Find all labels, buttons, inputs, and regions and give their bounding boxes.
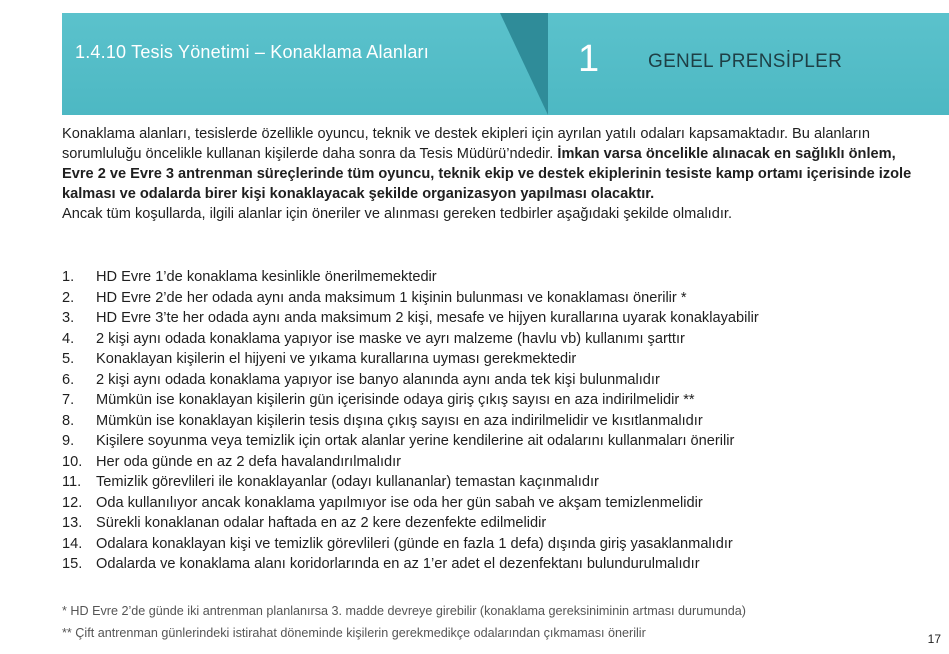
measures-list: [62, 267, 932, 575]
list-item: [62, 513, 932, 534]
intro-bold-text: İmkan varsa öncelikle alınacak en sağlıklı önlem, Evre 2 ve Evre 3 antrenman süreçlerinde tüm oyuncu, teknik ekip ve destek ekiplerinin tesiste kamp ortamı içerisinde izole kalması ve odalarda birer kişi konaklayacak şekilde organizasyon yapılması olacaktır.: [62, 146, 912, 202]
page-number: 17: [927, 632, 941, 646]
intro-paragraph: [62, 124, 922, 224]
list-item: [62, 452, 932, 473]
list-item-number: 10.: [62, 453, 83, 470]
list-item: [62, 534, 932, 555]
footnotes: [62, 600, 746, 644]
list-item-text: HD Evre 2’de her odada aynı anda maksimum 1 kişinin bulunması ve konaklaması önerilir *: [96, 289, 687, 306]
list-item-number: 5.: [62, 351, 75, 367]
footnote-2: ** Çift antrenman günlerindeki istirahat döneminde kişilerin gerekmedikçe odalarından çıkmaması önerilir: [62, 626, 646, 640]
list-item-text: HD Evre 1’de konaklama kesinlikle önerilmemektedir: [96, 269, 437, 285]
footnote-1: * HD Evre 2’de günde iki antrenman planlanırsa 3. madde devreye girebilir (konaklama gereksiniminin artması durumunda): [62, 604, 746, 618]
section-title: 1.4.10 Tesis Yönetimi – Konaklama Alanları: [75, 42, 429, 62]
chapter-number: 1: [578, 38, 600, 80]
list-item: [62, 472, 932, 493]
intro-text: Konaklama alanları, tesislerde özellikle oyuncu, teknik ve destek ekipleri için ayrılan yatılı odaları kapsamaktadır. Bu alanların sorumluluğu öncelikle kullanan kişilerde daha sonra da Tesis Müdürü’ndedir.: [62, 126, 870, 162]
list-item-number: 9.: [62, 433, 75, 449]
list-item-text: 2 kişi aynı odada konaklama yapıyor ise banyo alanında aynı anda tek kişi bulunmalıdır: [96, 371, 660, 388]
list-item-text: Oda kullanılıyor ancak konaklama yapılmıyor ise oda her gün sabah ve akşam temizlenmelidir: [96, 494, 703, 511]
list-item-number: 12.: [62, 494, 83, 511]
list-item-text: HD Evre 3’te her odada aynı anda maksimum 2 kişi, mesafe ve hijyen kurallarına uyarak konaklayabilir: [96, 310, 759, 326]
list-item-text: 2 kişi aynı odada konaklama yapıyor ise maske ve ayrı malzeme (havlu vb) kullanımı şarttır: [96, 330, 685, 347]
list-item-number: 1.: [62, 269, 75, 285]
list-item-text: Odalarda ve konaklama alanı koridorlarında en az 1’er adet el dezenfektanı bulundurulmalıdır: [96, 556, 700, 572]
list-item-number: 3.: [62, 310, 75, 326]
list-item: [62, 493, 932, 514]
list-item: [62, 288, 932, 309]
list-item: [62, 329, 932, 350]
list-item-text: Sürekli konaklanan odalar haftada en az 2 kere dezenfekte edilmelidir: [96, 515, 547, 531]
list-item: [62, 267, 932, 288]
list-item-text: Odalara konaklayan kişi ve temizlik görevlileri (günde en fazla 1 defa) dışında giriş yasaklanmalıdır: [96, 535, 733, 552]
header-fold-decoration: [500, 13, 548, 115]
list-item: [62, 390, 932, 411]
list-item-number: 8.: [62, 412, 75, 429]
list-item-number: 13.: [62, 515, 83, 531]
list-item: [62, 308, 932, 329]
list-item-text: Mümkün ise konaklayan kişilerin tesis dışına çıkış sayısı en aza indirilmelidir ve kısıtlanmalıdır: [96, 412, 703, 429]
list-item-text: Mümkün ise konaklayan kişilerin gün içerisinde odaya giriş çıkış sayısı en aza indirilmelidir **: [96, 392, 695, 408]
list-item-text: Konaklayan kişilerin el hijyeni ve yıkama kurallarına uyması gerekmektedir: [96, 351, 577, 367]
list-item: [62, 554, 932, 575]
list-item: [62, 370, 932, 391]
list-item: [62, 349, 932, 370]
intro-after-text: Ancak tüm koşullarda, ilgili alanlar için öneriler ve alınması gereken tedbirler aşağıdaki şekilde olmalıdır.: [62, 206, 733, 222]
list-item-number: 14.: [62, 535, 83, 552]
list-item-text: Temizlik görevlileri ile konaklayanlar (odayı kullananlar) temastan kaçınmalıdır: [96, 474, 599, 490]
list-item-number: 15.: [62, 556, 83, 572]
list-item-number: 11.: [62, 474, 82, 490]
list-item-text: Her oda günde en az 2 defa havalandırılmalıdır: [96, 453, 402, 470]
list-item: [62, 411, 932, 432]
chapter-title: GENEL PRENSİPLER: [648, 51, 843, 72]
list-item-number: 2.: [62, 289, 75, 306]
list-item: [62, 431, 932, 452]
list-item-number: 7.: [62, 392, 75, 408]
list-item-number: 4.: [62, 330, 75, 347]
list-item-text: Kişilere soyunma veya temizlik için ortak alanlar yerine kendilerine ait odalarını kullanmaları önerilir: [96, 433, 735, 449]
list-item-number: 6.: [62, 371, 75, 388]
